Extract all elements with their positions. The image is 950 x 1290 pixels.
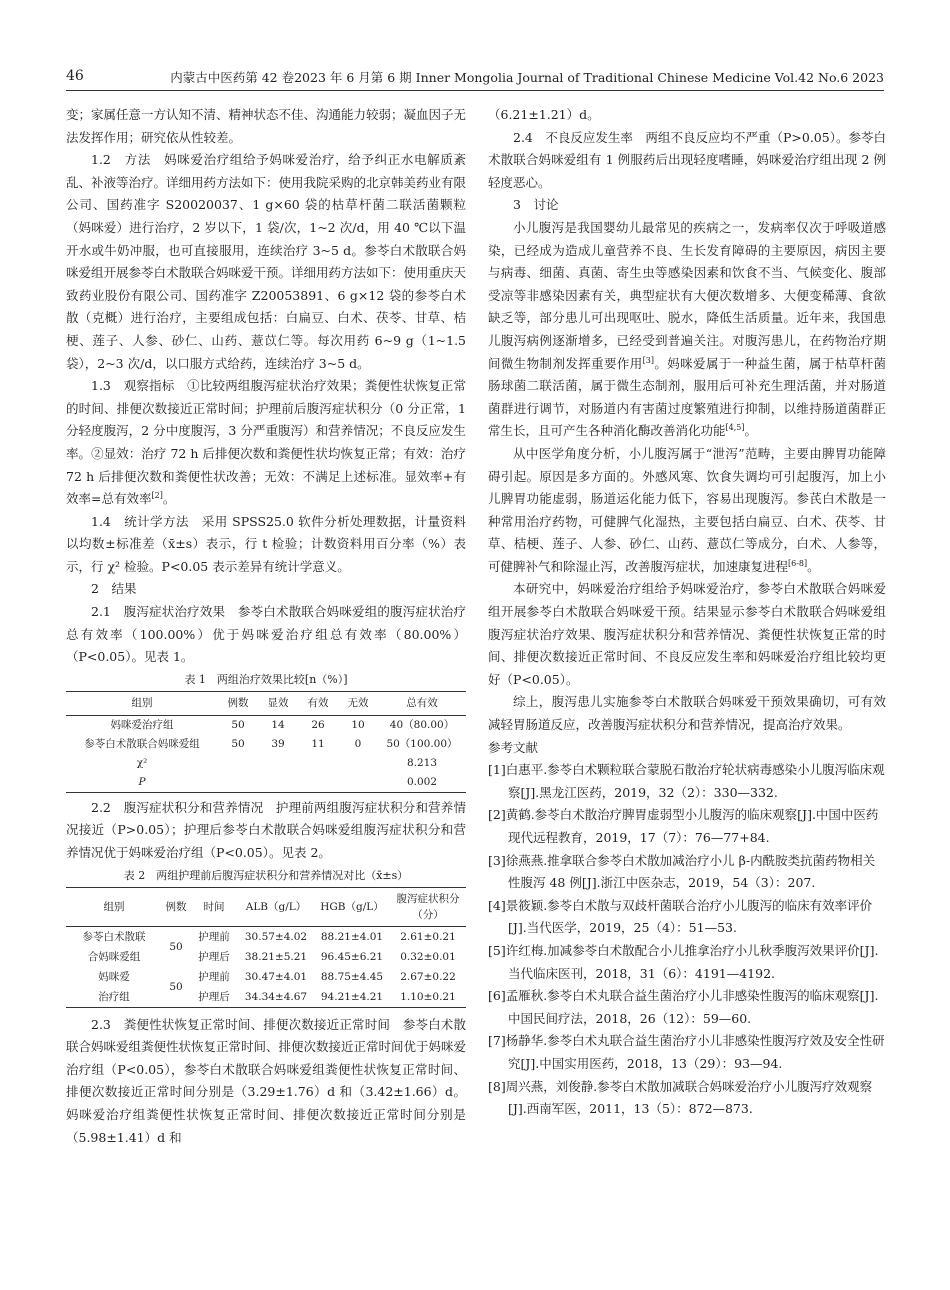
table-cell: 11 [311, 737, 325, 750]
section-1-3-text: 1.3 观察指标 ①比较两组腹泻症状治疗效果；粪便性状恢复正常的时间、排便次数接近正常时间；护理前后腹泻症状积分（0 分正常，1 分轻度腹泻，2 分中度腹泻，3 分严重腹泻）和营养情况；不良反应发生率。②显效：治疗 72 h 后排便次数和粪便性状均恢复正常；有效：治疗 72 h 后排便次数和粪便性状改善；无效：不满足上述标准。显效率+有效率=总有效率 [66, 378, 466, 507]
table1-header-row [66, 691, 466, 715]
table2-header: ALB（g/L） [238, 887, 314, 926]
table-cell: 96.45±6.21 [320, 950, 384, 963]
table1-header: 总有效 [378, 691, 466, 715]
table1-header: 无效 [338, 691, 378, 715]
heading-discussion: 3 讨论 [513, 197, 559, 213]
table-cell: 妈咪爱治疗组 [110, 718, 174, 731]
table2-header-row [66, 887, 466, 926]
table-cell: 94.21±4.21 [320, 990, 384, 1003]
table1-header: 显效 [258, 691, 298, 715]
table2-header: 组别 [66, 887, 162, 926]
table-cell: 39 [271, 737, 285, 750]
table2-header: 时间 [190, 887, 238, 926]
table-cell [258, 773, 298, 793]
page-number: 46 [66, 68, 84, 84]
table-cell: 38.21±5.21 [244, 950, 308, 963]
table-cell [218, 754, 258, 773]
table-cell: 50 [231, 718, 245, 731]
left-column [66, 104, 466, 1149]
table-cell: 1.10±0.21 [400, 990, 456, 1003]
table-cell: 参苓白术散联 [82, 930, 146, 943]
table1-header: 有效 [298, 691, 338, 715]
table1 [66, 691, 466, 793]
table-cell: 2.61±0.21 [400, 930, 456, 943]
table-row [66, 754, 466, 773]
section-1-3-end: 。 [162, 491, 176, 507]
discussion-paragraph-3: 本研究中，妈咪爱治疗组给予妈咪爱治疗，参苓白术散联合妈咪爱组开展参苓白术散联合妈咪爱干预。结果显示参苓白术散联合妈咪爱组腹泻症状治疗效果、腹泻症状积分和营养情况、粪便性状恢复正常的时间、排便次数接近正常时间、不良反应发生率和妈咪爱治疗组比较均更好（P<0.05）。 [488, 581, 886, 687]
table-cell: 26 [311, 718, 325, 731]
table-row [66, 773, 466, 793]
table-cell: 50 [169, 940, 183, 953]
discussion-text: 。 [744, 423, 757, 439]
discussion-paragraph-1 [488, 217, 886, 443]
table1-header: 例数 [218, 691, 258, 715]
table-cell: P [138, 775, 146, 788]
running-header [66, 68, 884, 92]
citation-ref: [4,5] [725, 423, 745, 433]
table2-header: 腹泻症状积分（分） [390, 887, 466, 926]
table-cell: 合妈咪爱组 [87, 950, 141, 963]
table-cell [298, 773, 338, 793]
section-1-4-statistics: 1.4 统计学方法 采用 SPSS25.0 软件分析处理数据，计量资料以均数±标准差（x̄±s）表示，行 t 检验；计数资料用百分率（%）表示，行 χ² 检验。P<0.05 表示差异有统计学意义。 [66, 513, 466, 574]
table2-header: 例数 [162, 887, 190, 926]
table2 [66, 887, 466, 1008]
table1-caption: 表 1 两组治疗效果比较[n（%）] [184, 672, 348, 686]
table-row [66, 715, 466, 735]
references-heading: 参考文献 [488, 739, 539, 755]
table2-caption: 表 2 两组护理前后腹泻症状积分和营养情况对比（x̄±s） [123, 868, 409, 882]
table-row [66, 967, 466, 987]
reference-item: [7]杨静华.参苓白术丸联合益生菌治疗小儿非感染性腹泻疗效及安全性研究[J].中国实用医药，2018，13（29）：93—94. [488, 1033, 885, 1071]
table-row [66, 987, 466, 1008]
discussion-text: 从中医学角度分析，小儿腹泻属于“泄泻”范畴，主要由脾胃功能障碍引起。原因是多方面的。外感风寒、饮食失调均可引起腹泻，加上小儿脾胃功能虚弱，肠道运化能力低下，容易出现腹泻。参芪白术散是一种常用治疗药物，可健脾气化湿热，主要包括白扁豆、白术、茯苓、甘草、桔梗、莲子、人参、砂仁、山药、薏苡仁等成分，白术、人参等，可健脾补气和除湿止泻，改善腹泻症状，加速康复进程 [488, 445, 886, 574]
paragraph-continued: （6.21±1.21）d。 [488, 107, 600, 122]
table-cell: 0.002 [406, 775, 438, 788]
table-row [66, 926, 466, 947]
section-1-2-methods: 1.2 方法 妈咪爱治疗组给予妈咪爱治疗，给予纠正水电解质紊乱、补液等治疗。详细用药方法如下：使用我院采购的北京韩美药业有限公司、国药准字 S20020037、1 g×60 袋的枯草杆菌二联活菌颗粒（妈咪爱）进行治疗，2 岁以下，1 袋/次，1~2 次/d，用 40 ℃以下温开水或牛奶冲服，也可直接服用，连续治疗 3~5 d。参苓白术散联合妈咪爱组开展参苓白术散联合妈咪爱干预。详细用药方法如下：使用重庆天致药业股份有限公司、国药准字 Z20053891、6 g×12 袋的参苓白术散（克概）进行治疗，主要组成包括：白扁豆、白术、茯苓、甘草、桔梗、莲子、人参、砂仁、山药、薏苡仁等。每次用药 6~9 g（1~1.5 袋），2~3 次/d，以口服方式给药，连续治疗 3~5 d。 [66, 152, 467, 371]
table-cell [298, 754, 338, 773]
table-cell: 30.57±4.02 [244, 930, 308, 943]
table-cell [338, 754, 378, 773]
reference-item: [8]周兴燕，刘俊静.参苓白术散加减联合妈咪爱治疗小儿腹泻疗效观察[J].西南军医，2011，13（5）：872—873. [488, 1078, 873, 1117]
table-cell: 护理前 [198, 930, 230, 943]
table-cell: 护理后 [198, 950, 230, 963]
section-1-3-indicators [66, 375, 466, 511]
reference-item: [2]黄鹤.参苓白术散治疗脾胃虚弱型小儿腹泻的临床观察[J].中国中医药现代远程教育，2019，17（7）：76—77+84. [488, 807, 879, 845]
table-row [66, 947, 466, 967]
table-cell: 14 [271, 718, 285, 731]
table-cell: 40（80.00） [389, 718, 455, 731]
table-cell [258, 754, 298, 773]
table-cell: 88.21±4.01 [320, 930, 384, 943]
journal-title: 内蒙古中医药第 42 卷2023 年 6 月第 6 期 Inner Mongolia Journal of Traditional Chinese Medicine Vol.42 No.6 2023 [170, 70, 884, 85]
table-cell: 妈咪爱 [98, 970, 130, 983]
table-cell: χ² [136, 756, 148, 769]
section-2-1-efficacy: 2.1 腹泻症状治疗效果 参苓白术散联合妈咪爱组的腹泻症状治疗总有效率（100.00%）优于妈咪爱治疗组总有效率（80.00%）（P<0.05）。见表 1。 [66, 604, 466, 665]
reference-item: [4]景筱颖.参苓白术散与双歧杆菌联合治疗小儿腹泻的临床有效率评价[J].当代医学，2019，25（4）：51—53. [488, 897, 873, 936]
reference-item: [6]孟雁秋.参苓白术丸联合益生菌治疗小儿非感染性腹泻的临床观察[J].中国民间疗法，2018，26（12）：59—60. [488, 988, 879, 1026]
table-cell [338, 773, 378, 793]
section-2-3-recovery-time: 2.3 粪便性状恢复正常时间、排便次数接近正常时间 参苓白术散联合妈咪爱组粪便性状恢复正常时间、排便次数接近正常时间优于妈咪爱治疗组（P<0.05），参苓白术散联合妈咪爱组粪便性状恢复正常时间、排便次数接近正常时间分别是（3.29±1.76）d 和（3.42±1.66）d。妈咪爱治疗组粪便性状恢复正常时间、排便次数接近正常时间分别是（5.98±1.41）d 和 [66, 1016, 467, 1145]
table-cell [218, 773, 258, 793]
table-cell: 8.213 [406, 756, 438, 769]
reference-item: [5]许红梅.加减参苓白术散配合小儿推拿治疗小儿秋季腹泻效果评价[J].当代临床医刊，2018，31（6）：4191—4192. [488, 942, 879, 981]
table-cell: 10 [351, 718, 365, 731]
citation-ref: [6-8] [788, 558, 808, 568]
table-cell: 护理前 [198, 970, 230, 983]
discussion-paragraph-2 [488, 443, 886, 579]
table-cell: 护理后 [198, 990, 230, 1003]
table-cell: 0.32±0.01 [400, 950, 456, 963]
table-cell: 50 [231, 737, 245, 750]
table-cell: 50（100.00） [386, 737, 458, 750]
header-rule [66, 90, 884, 91]
table-cell: 参苓白术散联合妈咪爱组 [84, 737, 200, 750]
table-cell: 治疗组 [98, 990, 130, 1003]
conclusion-paragraph: 综上，腹泻患儿实施参苓白术散联合妈咪爱干预效果确切，可有效减轻胃肠道反应，改善腹泻症状积分和营养情况，提高治疗效果。 [488, 694, 886, 733]
reference-item: [1]白惠平.参苓白术颗粒联合蒙脱石散治疗轮状病毒感染小儿腹泻临床观察[J].黑龙江医药，2019，32（2）：330—332. [488, 762, 885, 800]
discussion-text: 小儿腹泻是我国婴幼儿最常见的疾病之一，发病率仅次于呼吸道感染，已经成为造成儿童营养不良、生长发育障碍的主要原因，病因主要与病毒、细菌、真菌、寄生虫等感染因素和饮食不当、气候变化、腹部受凉等非感染因素有关，典型症状有大便次数增多、大便变稀薄、食欲缺乏等，部分患儿可出现呕吐、脱水，降低生活质量。近年来，我国患儿腹泻病例逐渐增多，已经受到普遍关注。对腹泻患儿，在药物治疗期间微生物制剂发挥重要作用 [488, 219, 886, 371]
discussion-text: 。 [807, 558, 820, 574]
section-2-2-scores: 2.2 腹泻症状积分和营养情况 护理前两组腹泻症状积分和营养情况接近（P>0.05）；护理后参苓白术散联合妈咪爱组腹泻症状积分和营养情况优于妈咪爱治疗组（P<0.05）。见表 2。 [66, 799, 466, 861]
right-column [488, 104, 886, 1121]
heading-results: 2 结果 [91, 581, 137, 597]
table-row [66, 735, 466, 754]
table-cell: 30.47±4.01 [244, 970, 308, 983]
citation-ref: [3] [642, 355, 654, 365]
discussion-text: 。妈咪爱属于一种益生菌，属于枯草杆菌肠球菌二联活菌，属于微生态制剂，服用后可补充生理活菌，并对肠道菌群进行调节，对肠道内有害菌过度繁殖进行抑制，以维持肠道菌群正常生长，且可产生各种消化酶改善消化功能 [488, 355, 886, 439]
table1-header: 组别 [66, 691, 218, 715]
reference-list [488, 759, 886, 1121]
table-cell: 50 [169, 980, 183, 993]
reference-item: [3]徐燕燕.推拿联合参苓白术散加减治疗小儿 β-内酰胺类抗菌药物相关性腹泻 48 例[J].浙江中医杂志，2019，54（3）：207. [488, 852, 876, 891]
table-cell: 88.75±4.45 [320, 970, 384, 983]
table-cell: 34.34±4.67 [244, 990, 308, 1003]
citation-ref: [2] [151, 490, 163, 500]
table-cell: 2.67±0.22 [400, 970, 456, 983]
section-2-4-adverse: 2.4 不良反应发生率 两组不良反应均不严重（P>0.05）。参苓白术散联合妈咪爱组有 1 例服药后出现轻度嗜睡，妈咪爱治疗组出现 2 例轻度恶心。 [488, 129, 886, 190]
table2-header: HGB（g/L） [314, 887, 390, 926]
paragraph-intro: 变；家属任意一方认知不清、精神状态不佳、沟通能力较弱；凝血因子无法发挥作用；研究依从性较差。 [66, 107, 467, 145]
table-cell: 0 [354, 737, 362, 750]
